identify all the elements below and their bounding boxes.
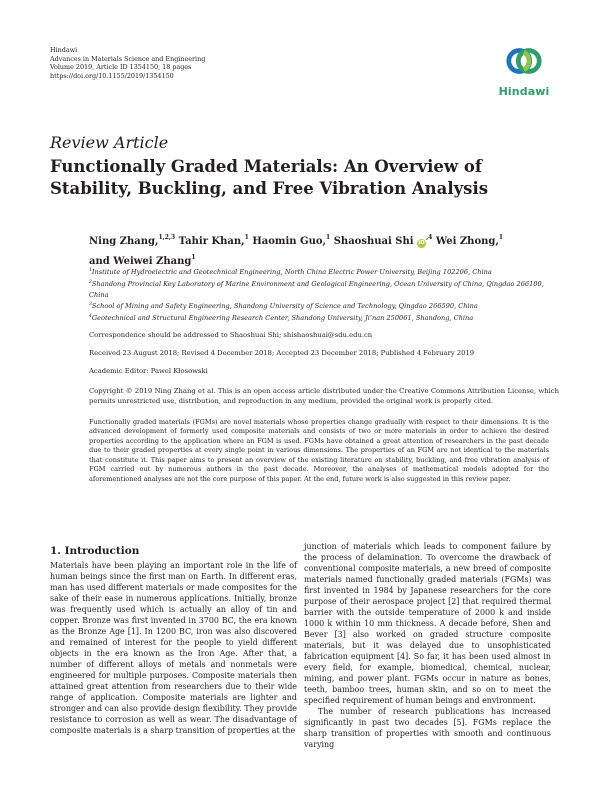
author-sup: 1 [498,234,504,241]
affiliation-number: 3 [89,302,92,308]
section-heading-introduction: 1. Introduction [50,545,140,557]
author-sup: 1 [244,234,249,241]
orcid-icon[interactable]: iD [418,240,425,246]
author-name: Haomin Guo, [252,236,327,247]
hindawi-logo[interactable] [494,42,554,104]
correspondence: Correspondence should be addressed to Shaoshuai Shi; shishaoshuai@sdu.edu.cn [89,331,373,339]
body-column-left [50,560,297,736]
affiliation-text: Shandong Provincial Key Laboratory of Marine Environment and Geological Engineering, Ocean University of China, Qingdao 266100, China [89,279,544,299]
logo-wordmark: Hindawi [498,85,550,98]
article-title: Functionally Graded Materials: An Overview of Stability, Buckling, and Free Vibration Analysis [50,157,489,198]
affiliation-number: 1 [89,268,92,273]
author-sup: 1 [326,234,331,241]
author-sup: ,4 [426,234,433,241]
journal-info [50,46,205,80]
author-name: Tahir Khan, [178,236,245,247]
affiliation-text: Institute of Hydroelectric and Geotechnical Engineering, North China Electric Power University, Beijing 102206, China [91,268,492,276]
author-name: Ning Zhang, [89,236,159,247]
body-paragraph: junction of materials which leads to component failure by the process of delamination. To overcome the drawback of conventional composite materials, a new breed of composite materials named functionally graded materials (FGMs) was first invented in 1984 by Japanese researchers for the core purpose of their aerospace project [2] that required thermal barrier with the outside temperature of 2000 k and inside 1000 k within 10 mm thickness. A decade before, Shen and Bever [3] also worked on graded structure composite materials, but it was delayed due to unsophisticated fabrication equipment [4]. So far, it has been used almost in every field, for example, biomedical, chemical, nuclear, mining, and power plant. FGMs occur in nature as bones, teeth, bamboo trees, human skin, and so on to meet the specified requirement of human beings and environment. [304,542,551,706]
publisher-name: Hindawi [50,46,78,54]
affiliation-number: 4 [89,314,92,320]
affiliation-item [89,278,559,301]
copyright-notice: Copyright © 2019 Ning Zhang et al. This is an open access article distributed under the Creative Commons Attribution License, which permits unrestricted use, distribution, and reproduction in any medium, provided the original work is properly cited. [89,387,559,405]
author-name: Shaoshuai Shi [333,236,414,247]
affiliation-text: School of Mining and Safety Engineering, Shandong University of Science and Technology, Qingdao 266590, China [91,302,478,311]
article-type: Review Article [50,133,169,152]
affiliation-item [89,300,559,312]
affiliation-text: Geotechnical and Structural Engineering Research Center, Shandong University, Ji’nan 250061, Shandong, China [91,314,474,323]
abstract: Functionally graded materials (FGMs) are novel materials whose properties change gradually with respect to their dimensions. It is the advanced development of formerly used composite materials and consists of two or more materials in order to achieve the desired properties according to the application where an FGM is used. FGMs have obtained a great attention of researchers in the past decade due to their graded properties at every single point in various dimensions. The properties of an FGM are not identical to the materials that constitute it. This paper aims to present an overview of the existing literature on stability, buckling, and free vibration analysis of FGM carried out by numerous authors in the past decade. Moreover, the analyses of mathematical models adopted for the aforementioned analyses are not the core purpose of this paper. At the end, future work is also suggested in this review paper. [89,418,549,483]
author-list [89,230,559,270]
body-column-right [304,541,551,750]
body-paragraph: The number of research publications has increased significantly in past two decades [5]. FGMs replace the sharp transition of properties with smooth and continuous varying [304,707,551,750]
volume-line: Volume 2019, Article ID 1354150, 18 pages [50,63,192,72]
hindawi-rings-logo-icon [505,42,543,80]
academic-editor: Academic Editor: Pawel Kłosowski [89,367,208,375]
body-paragraph: Materials have been playing an important role in the life of human beings since the first man on Earth. In different eras, man has used different materials or made composites for the sake of their ease in numerous applications. Initially, bronze was frequently used which is actually an alloy of tin and copper. Bronze was first invented in 3700 BC, the era known as the Bronze Age [1]. In 1200 BC, iron was also discovered and remained of interest for the people to yield different objects in the era known as the Iron Age. After that, a number of different alloys of metals and nonmetals were engineered for multiple purposes. Composite materials then attained great attention from researchers due to their wide range of application. Composite materials are lighter and stronger and can also provide design flexibility. They provide resistance to corrosion as well as wear. The disadvantage of composite materials is a sharp transition of properties at the [50,561,297,736]
author-name: Wei Zhong, [435,236,499,247]
journal-name: Advances in Materials Science and Engineering [50,54,206,63]
author-sup: 1,2,3 [158,234,176,241]
publication-dates: Received 23 August 2018; Revised 4 December 2018; Accepted 23 December 2018; Published 4 February 2019 [89,349,475,357]
author-name: and Weiwei Zhang [89,256,192,267]
author-sup: 1 [191,254,196,261]
doi-link[interactable]: https://doi.org/10.1155/2019/1354150 [50,71,174,80]
affiliation-item [89,312,559,324]
affiliation-item [89,266,559,278]
affiliations [89,266,559,324]
affiliation-number: 2 [89,279,92,285]
